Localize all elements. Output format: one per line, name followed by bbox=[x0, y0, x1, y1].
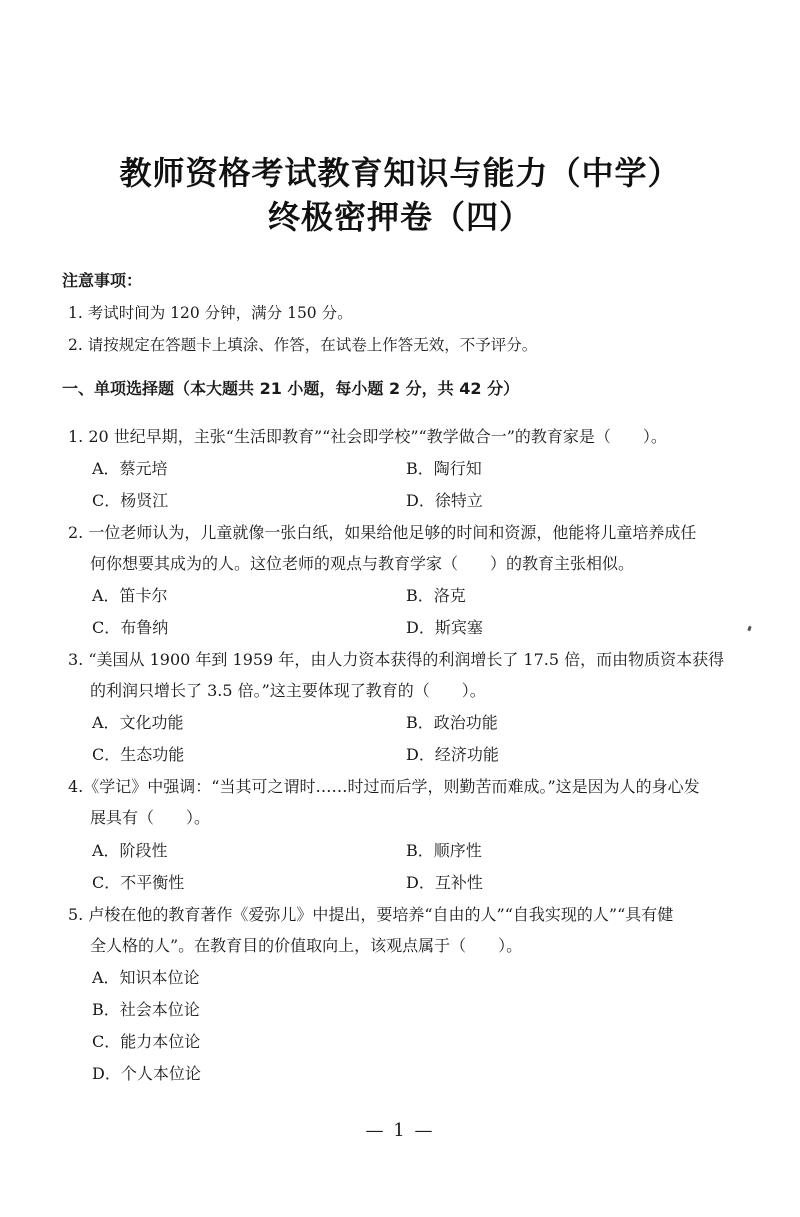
question-1-text: 1. 20 世纪早期，主张“生活即教育”“社会即学校”“教学做合一”的教育家是（ ）。 bbox=[68, 427, 667, 446]
question-5-option-d: D．个人本位论 bbox=[92, 1064, 201, 1083]
question-5-text-cont: 全人格的人”。在教育目的价值取向上，该观点属于（ ）。 bbox=[90, 936, 523, 955]
question-2-text-cont: 何你想要其成为的人。这位老师的观点与教育学家（ ）的教育主张相似。 bbox=[90, 554, 635, 573]
question-1-option-d: D．徐特立 bbox=[406, 491, 483, 510]
question-2-option-b: B．洛克 bbox=[406, 586, 466, 605]
question-1-option-a: A．蔡元培 bbox=[92, 459, 168, 478]
scan-speck bbox=[747, 626, 752, 632]
question-3-option-d: D．经济功能 bbox=[406, 745, 499, 764]
question-3-option-a: A．文化功能 bbox=[92, 713, 184, 732]
question-1-option-b: B．陶行知 bbox=[406, 459, 482, 478]
notice-heading: 注意事项： bbox=[62, 271, 143, 290]
exam-title: 教师资格考试教育知识与能力（中学） bbox=[119, 154, 681, 192]
question-5-option-b: B．社会本位论 bbox=[92, 1000, 200, 1019]
question-5-text: 5. 卢梭在他的教育著作《爱弥儿》中提出，要培养“自由的人”“自我实现的人”“具有健 bbox=[68, 905, 674, 924]
question-2-option-c: C．布鲁纳 bbox=[92, 618, 169, 637]
question-5-option-c: C．能力本位论 bbox=[92, 1032, 201, 1051]
question-4-option-a: A．阶段性 bbox=[92, 841, 168, 860]
page-number: — 1 — bbox=[365, 1120, 435, 1141]
question-2-text: 2. 一位老师认为，儿童就像一张白纸，如果给他足够的时间和资源，他能将儿童培养成任 bbox=[68, 523, 697, 542]
question-3-text-cont: 的利润只增长了 3.5 倍。”这主要体现了教育的（ ）。 bbox=[90, 681, 486, 700]
exam-subtitle: 终极密押卷（四） bbox=[267, 198, 532, 236]
question-2-option-a: A．笛卡尔 bbox=[92, 586, 168, 605]
question-1-option-c: C．杨贤江 bbox=[92, 491, 169, 510]
question-3-option-b: B．政治功能 bbox=[406, 713, 498, 732]
section-heading: 一、单项选择题（本大题共 21 小题，每小题 2 分，共 42 分） bbox=[62, 379, 520, 398]
question-2-option-d: D．斯宾塞 bbox=[406, 618, 483, 637]
question-5-option-a: A．知识本位论 bbox=[92, 968, 200, 987]
question-4-option-b: B．顺序性 bbox=[406, 841, 482, 860]
question-4-text-cont: 展具有（ ）。 bbox=[90, 808, 211, 827]
notice-item: 2. 请按规定在答题卡上填涂、作答，在试卷上作答无效，不予评分。 bbox=[68, 336, 538, 354]
question-3-option-c: C．生态功能 bbox=[92, 745, 185, 764]
notice-item: 1. 考试时间为 120 分钟，满分 150 分。 bbox=[68, 304, 353, 322]
question-3-text: 3. “美国从 1900 年到 1959 年，由人力资本获得的利润增长了 17.5 倍，而由物质资本获得 bbox=[68, 650, 725, 669]
question-4-option-c: C．不平衡性 bbox=[92, 873, 185, 892]
question-4-option-d: D．互补性 bbox=[406, 873, 483, 892]
question-4-text: 4.《学记》中强调：“当其可之谓时……时过而后学，则勤苦而难成。”这是因为人的身心发 bbox=[68, 777, 700, 796]
